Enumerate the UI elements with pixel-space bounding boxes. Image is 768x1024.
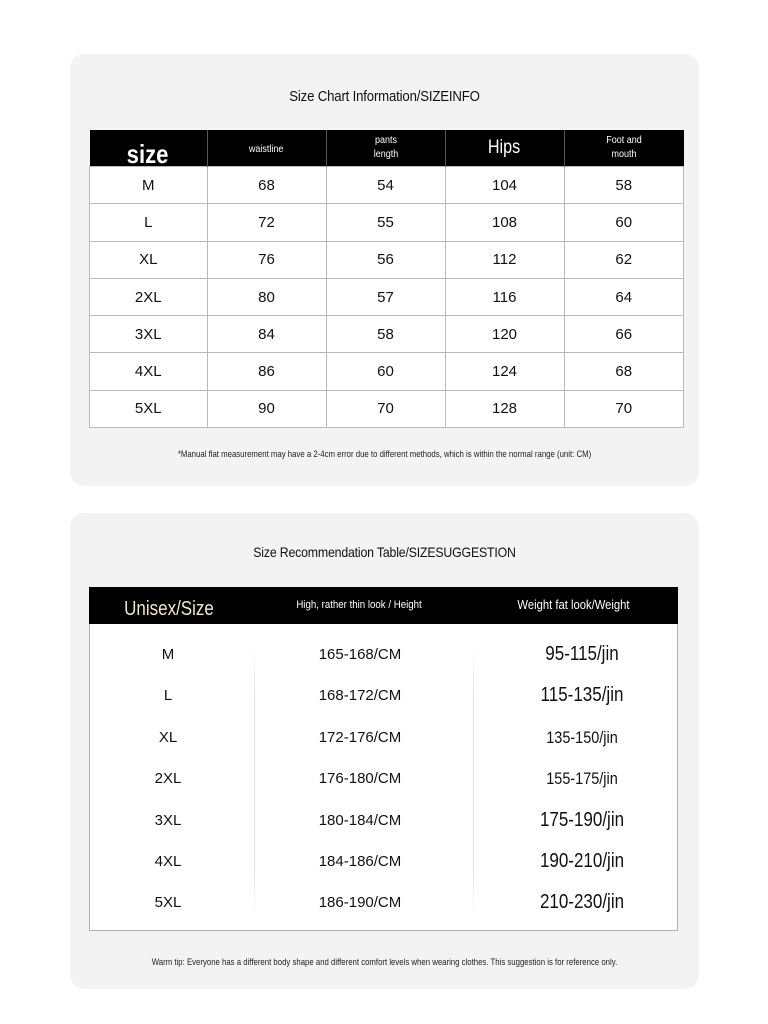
table-cell: 108	[445, 204, 564, 241]
list-item	[90, 634, 679, 675]
list-item	[90, 841, 679, 882]
header-foot-and-mouth: Foot and mouth	[564, 130, 684, 167]
recommendation-note: Warm tip: Everyone has a different body shape and different comfort levels when wearing clothes. This suggestion is for reference only.	[151, 957, 618, 968]
header-unisex-size: Unisex/Size	[124, 598, 214, 620]
height-cell: 184-186/CM	[318, 853, 402, 870]
weight-cell: 175-190/jin	[539, 808, 625, 831]
header-weight: Weight fat look/Weight	[517, 598, 630, 612]
table-cell: 84	[207, 316, 326, 353]
weight-cell: 135-150/jin	[546, 727, 618, 747]
table-cell: 68	[207, 167, 326, 204]
table-cell: L	[90, 204, 208, 241]
table-cell: 58	[326, 316, 445, 353]
list-item	[90, 882, 679, 923]
table-cell: M	[90, 167, 208, 204]
list-item	[90, 800, 679, 841]
height-cell: 180-184/CM	[318, 811, 402, 829]
height-cell: 176-180/CM	[318, 770, 402, 788]
weight-cell: 155-175/jin	[546, 769, 618, 789]
weight-cell: 210-230/jin	[539, 891, 625, 914]
table-cell: 86	[207, 353, 326, 390]
size-cell: M	[161, 646, 175, 663]
table-cell: 60	[564, 204, 684, 241]
recommendation-header-row	[89, 587, 678, 624]
table-cell: 70	[326, 390, 445, 427]
table-cell: 62	[564, 241, 684, 278]
header-size: size	[90, 130, 208, 167]
table-cell: 72	[207, 204, 326, 241]
size-chart-note: *Manual flat measurement may have a 2-4cm error due to different methods, which is within the normal range (unit: CM)	[177, 449, 592, 460]
table-row	[90, 353, 684, 390]
table-cell: 80	[207, 278, 326, 315]
table-cell: 70	[564, 390, 684, 427]
size-cell: 5XL	[154, 894, 182, 912]
table-row	[90, 204, 684, 241]
table-cell: 120	[445, 316, 564, 353]
list-item	[90, 758, 679, 799]
size-chart-title: Size Chart Information/SIZEINFO	[289, 88, 480, 105]
size-cell: L	[163, 687, 173, 705]
table-cell: 68	[564, 353, 684, 390]
table-cell: 5XL	[90, 390, 208, 427]
table-row	[90, 390, 684, 427]
recommendation-title: Size Recommendation Table/SIZESUGGESTION	[253, 544, 516, 560]
table-cell: 116	[445, 278, 564, 315]
size-chart-card	[70, 54, 699, 486]
table-cell: 124	[445, 353, 564, 390]
size-cell: 4XL	[154, 853, 182, 870]
table-row	[90, 278, 684, 315]
height-cell: 165-168/CM	[318, 646, 402, 663]
height-cell: 168-172/CM	[318, 687, 402, 705]
weight-cell: 190-210/jin	[539, 850, 625, 872]
table-cell: 60	[326, 353, 445, 390]
recommendation-table	[89, 587, 678, 931]
header-pants-length: pants length	[326, 130, 445, 167]
list-item	[90, 675, 679, 716]
size-cell: 2XL	[154, 770, 182, 788]
table-cell: 90	[207, 390, 326, 427]
weight-cell: 115-135/jin	[540, 684, 624, 707]
header-hips: Hips	[445, 130, 564, 167]
table-cell: 57	[326, 278, 445, 315]
size-chart-header-row	[90, 130, 684, 167]
table-cell: 64	[564, 278, 684, 315]
table-cell: 104	[445, 167, 564, 204]
table-cell: 3XL	[90, 316, 208, 353]
table-cell: 2XL	[90, 278, 208, 315]
height-cell: 186-190/CM	[318, 894, 402, 912]
table-row	[90, 241, 684, 278]
list-item	[90, 717, 679, 758]
header-height: High, rather thin look / Height	[296, 599, 422, 611]
size-cell: 3XL	[154, 811, 182, 829]
table-cell: 76	[207, 241, 326, 278]
table-cell: 112	[445, 241, 564, 278]
table-cell: 128	[445, 390, 564, 427]
table-cell: 56	[326, 241, 445, 278]
weight-cell: 95-115/jin	[545, 643, 619, 665]
table-cell: XL	[90, 241, 208, 278]
size-chart-table	[89, 130, 684, 428]
size-recommendation-card	[70, 513, 699, 989]
table-cell: 66	[564, 316, 684, 353]
table-cell: 54	[326, 167, 445, 204]
header-waistline: waistline	[207, 130, 326, 167]
table-cell: 58	[564, 167, 684, 204]
table-row	[90, 167, 684, 204]
height-cell: 172-176/CM	[318, 728, 402, 746]
table-row	[90, 316, 684, 353]
table-cell: 55	[326, 204, 445, 241]
table-cell: 4XL	[90, 353, 208, 390]
size-cell: XL	[158, 728, 178, 746]
